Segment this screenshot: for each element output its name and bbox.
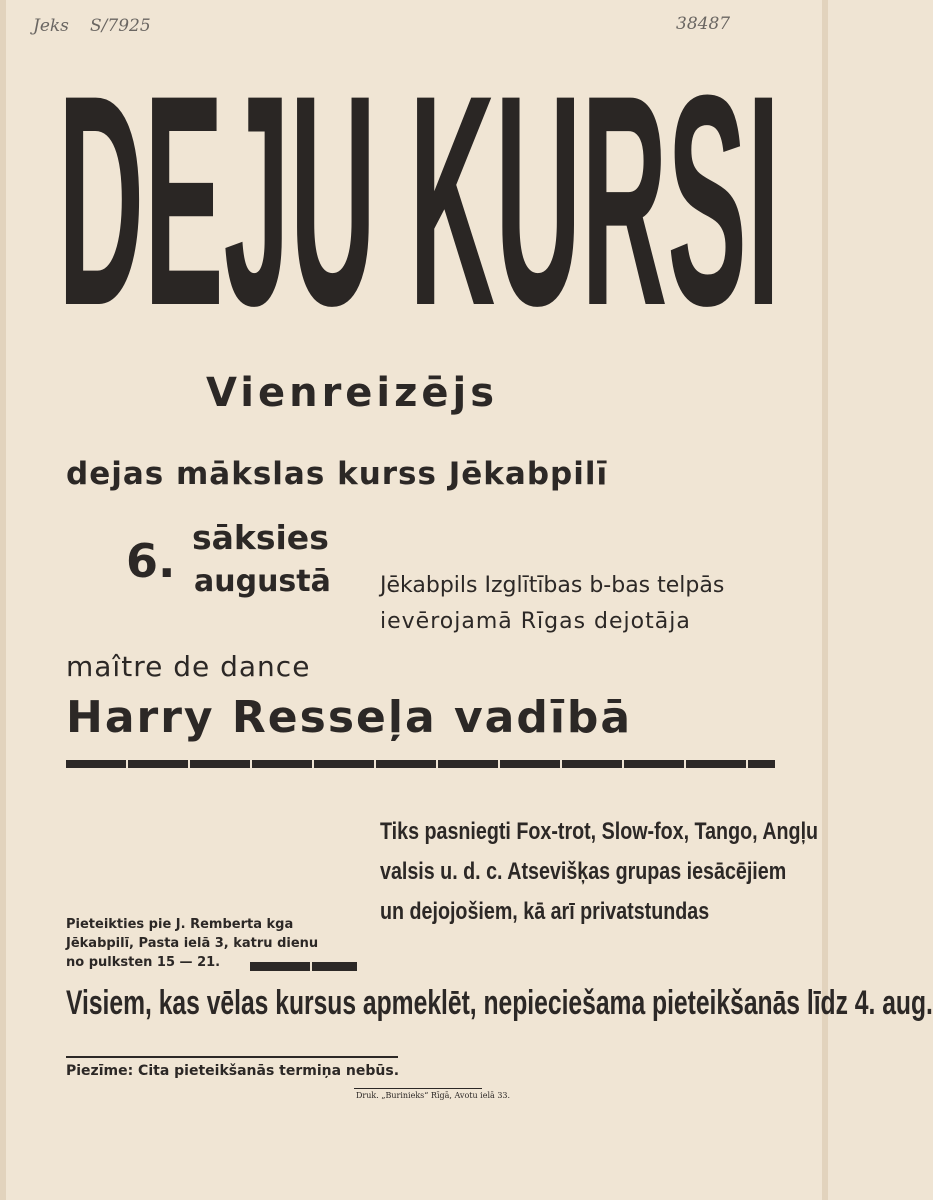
dances-line-2: valsis u. d. c. Atsevišķas grupas iesācējiem [380,858,787,885]
subtitle: Vienreizējs [206,370,499,416]
deadline-line: Visiem, kas vēlas kursus apmeklēt, nepieciešama pieteikšanās līdz 4. aug. [66,984,933,1022]
start-month: augustā [194,564,331,599]
handwritten-catalog-number: S/7925 [90,16,151,36]
start-prefix: sāksies [192,518,329,557]
divider-rule [66,760,775,768]
note-rule [66,1056,398,1058]
handwritten-inventory-number: 38487 [676,14,731,34]
leader-name: Harry Resseļa vadībā [66,692,633,743]
handwritten-note-left: Jeks [33,16,69,36]
printer-rule [354,1088,482,1089]
paper-edge [0,0,6,1200]
venue-line-1: Jēkabpils Izglītības b-bas telpās [380,573,725,598]
poster-title [58,32,780,368]
registration-rule [250,962,357,971]
dances-line-1: Tiks pasniegti Fox-trot, Slow-fox, Tango, Angļu [380,818,819,845]
poster-title-text: DEJU KURSI [58,32,780,368]
maitre-de-dance: maître de dance [66,650,311,683]
registration-line-3: no pulksten 15 — 21. [66,955,221,970]
note-line: Piezīme: Cita pieteikšanās termiņa nebūs. [66,1063,400,1079]
course-line: dejas mākslas kurss Jēkabpilī [66,456,609,492]
start-day: 6. [126,534,176,588]
registration-line-2: Jēkabpilī, Pasta ielā 3, katru dienu [66,936,319,951]
registration-line-1: Pieteikties pie J. Remberta kga [66,917,294,932]
dances-line-3: un dejojošiem, kā arī privatstundas [380,898,710,925]
venue-line-2: ievērojamā Rīgas dejotāja [380,609,691,634]
printer-imprint: Druk. „Burinieks“ Rīgā, Avotu ielā 33. [356,1091,511,1100]
